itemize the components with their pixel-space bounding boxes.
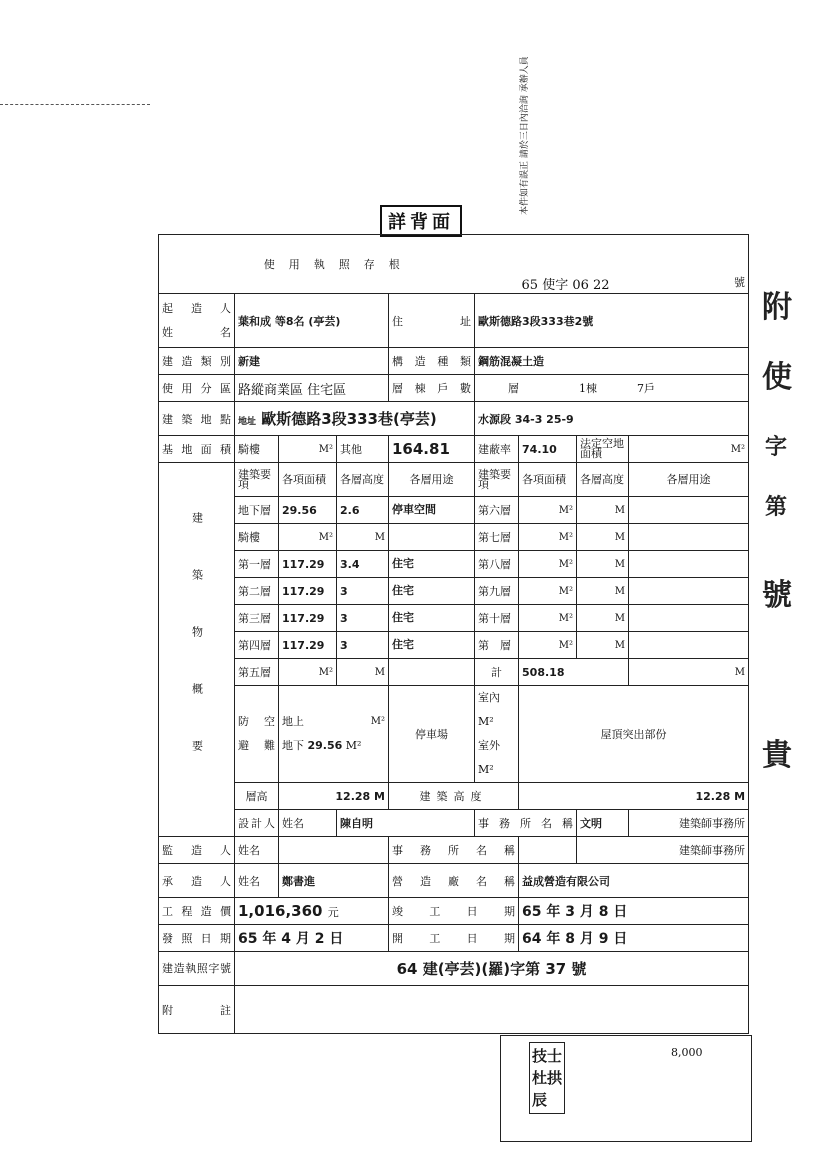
- start-date-value: 64 年 8 月 9 日: [519, 925, 749, 952]
- designer-name-label: 姓名: [279, 810, 337, 837]
- floor-name: 第 層: [475, 632, 519, 659]
- floor-height: 3.4: [337, 551, 389, 578]
- floor-height: 2.6: [337, 497, 389, 524]
- floor-height: 3: [337, 632, 389, 659]
- designer-office-suffix: 建築師事務所: [629, 810, 749, 837]
- shelter-label-2: 避難: [238, 739, 275, 752]
- floor-name: 第八層: [475, 551, 519, 578]
- structure-label: 構造種類: [389, 348, 475, 375]
- build-type-label: 建造類別: [159, 348, 235, 375]
- legal-open-space-label: 法定空地面積: [577, 436, 629, 463]
- floor-name: 第三層: [235, 605, 279, 632]
- zone-label: 使用分區: [159, 375, 235, 402]
- right-edge-char: 字: [765, 434, 788, 460]
- other-label: 其他: [337, 436, 389, 463]
- floor-name: 第九層: [475, 578, 519, 605]
- right-edge-char: 附: [762, 290, 792, 325]
- use-header-right: 各層用途: [629, 463, 749, 497]
- shelter-above-label: 地上: [282, 715, 304, 728]
- right-edge-char: 號: [762, 578, 792, 613]
- floor-name: 第一層: [235, 551, 279, 578]
- parking-label: 停車場: [389, 686, 475, 783]
- supervisor-name-label: 姓名: [235, 837, 279, 864]
- shelter-below-label: 地下: [282, 739, 304, 752]
- designer-name: 陳自明: [337, 810, 475, 837]
- contractor-firm: 益成營造有限公司: [519, 864, 749, 898]
- note-label: 附註: [159, 986, 235, 1034]
- area-header-right: 各項面積: [519, 463, 577, 497]
- site-label: 建築地點: [159, 402, 235, 436]
- issue-date-value: 65 年 4 月 2 日: [235, 925, 389, 952]
- arcade-label: 騎樓: [235, 436, 279, 463]
- site-sub-label: 地址: [238, 417, 257, 427]
- floor-use: 住宅: [389, 578, 475, 605]
- height-header-left: 各層高度: [337, 463, 389, 497]
- outdoor-label: 室外: [478, 739, 500, 752]
- indoor-label: 室內: [478, 691, 500, 704]
- right-edge-char: 使: [762, 360, 792, 395]
- floor-area: 29.56: [279, 497, 337, 524]
- zone-value: 路縱商業區 住宅區: [235, 375, 389, 402]
- applicant-value: 葉和成 等8名 (亭芸): [235, 294, 389, 348]
- coverage-value: 74.10: [519, 436, 577, 463]
- right-edge-char: 貴: [762, 738, 792, 773]
- shelter-label-1: 防空: [238, 715, 275, 728]
- designer-office-label: 事務所名稱: [475, 810, 577, 837]
- unit-count-value: 7戶: [637, 382, 655, 395]
- permit-no-label: 建造執照字號: [159, 952, 235, 986]
- signoff-box: [500, 1035, 752, 1142]
- site-value: 歐斯德路3段333巷(亭芸): [261, 410, 437, 428]
- floor-height: 3: [337, 605, 389, 632]
- contractor-firm-label: 營造廠名稱: [389, 864, 519, 898]
- permit-no-value: 64 建(亭芸)(羅)字第 37 號: [235, 952, 749, 986]
- structure-value: 鋼筋混凝土造: [475, 348, 749, 375]
- site-area-label: 基地面積: [159, 436, 235, 463]
- issue-date-label: 發照日期: [159, 925, 235, 952]
- supervisor-office-suffix: 建築師事務所: [577, 837, 749, 864]
- right-edge-char: 第: [765, 494, 788, 520]
- total-label: 計: [475, 659, 519, 686]
- roof-label: 屋頂突出部份: [519, 686, 749, 783]
- cost-value: 1,016,360: [238, 902, 323, 920]
- building-count-value: 1棟: [579, 382, 597, 395]
- dashed-rule: [0, 104, 150, 105]
- permit-number: 65 使字 06 22: [521, 278, 610, 293]
- coverage-label: 建蔽率: [475, 436, 519, 463]
- completion-value: 65 年 3 月 8 日: [519, 898, 749, 925]
- storey-height-label: 層高: [235, 783, 279, 810]
- completion-label: 竣工日期: [389, 898, 519, 925]
- floor-name: 第六層: [475, 497, 519, 524]
- supervisor-label: 監造人: [159, 837, 235, 864]
- contractor-label: 承造人: [159, 864, 235, 898]
- item-header-left: 建築要項: [235, 463, 279, 497]
- floor-name: 第四層: [235, 632, 279, 659]
- technician-stamp: 技士 杜拱辰: [529, 1042, 565, 1114]
- storey-height-value: 12.28: [335, 789, 371, 803]
- building-height-value: 12.28: [695, 789, 731, 803]
- legal-open-space-unit: M²: [730, 443, 746, 455]
- cost-unit: 元: [327, 906, 339, 919]
- floor-name: 第二層: [235, 578, 279, 605]
- total-area: 508.18: [519, 659, 629, 686]
- lot-value: 水源段 34-3 25-9: [475, 402, 749, 436]
- permit-number-suffix: 號: [734, 276, 746, 289]
- fee-value: 8,000: [671, 1046, 703, 1059]
- page-title: 使用執照存根: [159, 235, 519, 294]
- floor-area: 117.29: [279, 632, 337, 659]
- other-value: 164.81: [389, 436, 475, 463]
- detail-back-stamp: 詳背面: [380, 205, 462, 237]
- floor-use: 住宅: [389, 632, 475, 659]
- floor-area: 117.29: [279, 578, 337, 605]
- item-header-right: 建築要項: [475, 463, 519, 497]
- floor-height: 3: [337, 578, 389, 605]
- floors-count-value: 層: [508, 382, 519, 395]
- floor-area: 117.29: [279, 605, 337, 632]
- floor-name: 第十層: [475, 605, 519, 632]
- designer-label: 設計人: [235, 810, 279, 837]
- address-label: 住址: [389, 294, 475, 348]
- building-height-unit: M: [734, 789, 746, 803]
- floor-use: 住宅: [389, 551, 475, 578]
- floor-name: 第七層: [475, 524, 519, 551]
- contractor-name: 鄭書進: [279, 864, 389, 898]
- cost-label: 工程造價: [159, 898, 235, 925]
- shelter-below-value: 29.56: [307, 739, 343, 752]
- height-header-right: 各層高度: [577, 463, 629, 497]
- applicant-label: 起造人: [162, 301, 231, 315]
- address-value: 歐斯德路3段333巷2號: [475, 294, 749, 348]
- build-type-value: 新建: [235, 348, 389, 375]
- floor-use: 停車空間: [389, 497, 475, 524]
- start-date-label: 開工日期: [389, 925, 519, 952]
- storey-height-unit: M: [374, 789, 385, 803]
- side-note: 本件如有誤正 請於三日內洽詢 承辦人員: [520, 56, 530, 215]
- supervisor-office-label: 事務所名稱: [389, 837, 519, 864]
- floor-name: 騎樓: [235, 524, 279, 551]
- arcade-unit: M²: [318, 443, 333, 455]
- floor-use: 住宅: [389, 605, 475, 632]
- building-summary-label: 建築物概要: [159, 463, 235, 837]
- applicant-name-label: 姓名: [162, 325, 231, 339]
- area-header-left: 各項面積: [279, 463, 337, 497]
- floor-area: 117.29: [279, 551, 337, 578]
- permit-stub-form: 使用執照存根 65 使字 06 22 號 起造人 姓名 葉和成 等8名 (亭芸) 住址 歐斯德路3段333巷2號 建造類別 新建 構造種類 鋼筋混凝土造 使用分區 路縱商業區 住宅區 層棟戶數 層 1棟 7戶 建築地點 地址 歐斯德路3段333巷(亭芸) 水源段 34-3 25-9 基地面積 騎樓 M² 其他 164.81 建蔽率 74.10 法定空地面積 M² 建築物概要 建築要項 各項面積 各層高度 各層用途 建築要項 各項面積 各層高度 各層用途 地下層 29.56 2.6 停車空間 第六層 M² M 騎樓 M² M 第七層 M² M 第一層 117.29 3.4 住宅 第八層 M² M 第二層 117.29 3 住宅 第九層 M² M 第三層 117.29 3 住宅 第十層 M² M 第四層 117.29 3 住宅 第 層 M² M 第五層 M² M 計 508.18 M 防空 避難 地上 M² 地下 29.56 M² 停車場 室內 M² 室外 M² 屋頂突出部份 層高 12.28 M 建築高度 12.28 M 設計人 姓名 陳自明 事務所名稱 文明 建築師事務所 監造人 姓名 事務所名稱 建築師事務所 承造人 姓名 鄭書進 營造廠名稱 益成營造有限公司 工程造價 1,016,360 元 竣工日期 65 年 3 月 8 日 發照日期 65 年 4 月 2 日 開工日期 64 年 8 月 9 日 建造執照字號 64 建(亭芸)(羅)字第 37 號 附註: [158, 234, 749, 1034]
- floor-name: 地下層: [235, 497, 279, 524]
- designer-office: 文明: [577, 810, 629, 837]
- building-height-label: 建築高度: [389, 783, 519, 810]
- floors-count-label: 層棟戶數: [389, 375, 475, 402]
- use-header-left: 各層用途: [389, 463, 475, 497]
- contractor-name-label: 姓名: [235, 864, 279, 898]
- floor-name: 第五層: [235, 659, 279, 686]
